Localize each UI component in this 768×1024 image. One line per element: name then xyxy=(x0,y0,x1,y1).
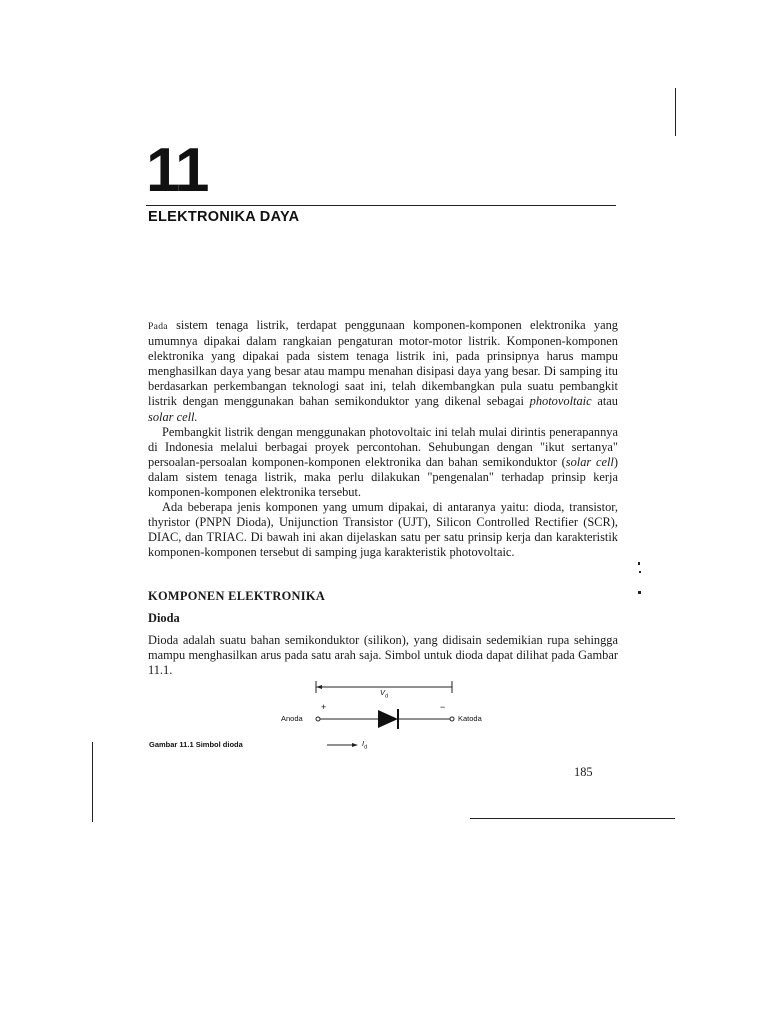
current-label xyxy=(362,739,367,751)
italic-term: solar cell xyxy=(565,454,614,469)
margin-speck xyxy=(639,571,641,573)
intro-paragraph-2 xyxy=(148,425,618,500)
margin-speck xyxy=(638,562,640,565)
chapter-rule xyxy=(146,205,616,206)
italic-term: solar cell. xyxy=(148,409,198,424)
cathode-label: Katoda xyxy=(458,714,482,723)
cathode-terminal xyxy=(450,717,454,721)
italic-term: photovoltaic xyxy=(529,394,592,409)
anode-label: Anoda xyxy=(281,714,303,723)
intro-paragraph-1 xyxy=(148,318,618,425)
bottom-rule xyxy=(470,818,675,819)
current-subscript: d xyxy=(364,744,368,751)
page-number: 185 xyxy=(574,765,593,779)
voltage-arrow-head xyxy=(316,685,322,689)
section-heading: KOMPONEN ELEKTRONIKA xyxy=(148,589,326,603)
paragraph-text: sistem tenaga listrik, terdapat penggunaan komponen-komponen elektronika yang umumnya dipakai dalam rangkaian pengaturan motor-motor listrik. Komponen-komponen elektronika yang dipakai pada sistem tenaga listrik ini, pada prinsipnya harus mampu menghasilkan daya yang besar atau mampu menahan disipasi daya yang besar. Di samping itu berdasarkan perkembangan teknologi saat ini, telah dikembangkan pula suatu pembangkit listrik dengan menggunakan bahan semikonduktor yang dikenal sebagai xyxy=(148,318,618,409)
margin-speck xyxy=(638,591,641,594)
minus-sign: − xyxy=(440,702,446,712)
figure-caption: Gambar 11.1 Simbol dioda xyxy=(149,740,243,749)
drop-word: Pada xyxy=(148,321,168,332)
current-arrow-head xyxy=(352,743,358,747)
current-symbol: I xyxy=(362,739,365,748)
paragraph-text: ) dalam sistem tenaga listrik, maka perlu dilakukan "pengenalan" terhadap prinsip kerja komponen-komponen elektronika tersebut. xyxy=(148,454,618,500)
paragraph-text: atau xyxy=(591,394,618,409)
margin-line-left xyxy=(92,742,93,822)
paragraph-text: Dioda adalah suatu bahan semikonduktor (silikon), yang didisain sedemikian rupa sehingga mampu menghasilkan arus pada satu arah saja. Simbol untuk dioda dapat dilihat pada Gambar 11.1. xyxy=(148,633,618,678)
plus-sign: + xyxy=(321,702,327,712)
chapter-title: ELEKTRONIKA DAYA xyxy=(148,209,300,225)
diode-triangle xyxy=(378,710,398,728)
dioda-paragraph xyxy=(148,633,618,678)
intro-text xyxy=(148,318,618,561)
voltage-symbol: V xyxy=(380,688,386,697)
voltage-subscript: d xyxy=(385,693,389,700)
intro-paragraph-3: Ada beberapa jenis komponen yang umum dipakai, di antaranya yaitu: dioda, transistor, thyristor (PNPN Dioda), Unijunction Transistor (UJT), Silicon Controlled Rectifier (SCR), DIAC, dan TRIAC. Di bawah ini akan dijelaskan satu per satu prinsip kerja dan karakteristik komponen-komponen tersebut di samping juga karakteristik photovoltaic. xyxy=(148,500,618,560)
paragraph-text: Pembangkit listrik dengan menggunakan photovoltaic ini telah mulai dirintis penerapannya di Indonesia melalui berbagai proyek percontohan. Sehubungan dengan "ikut sertanya" persoalan-persoalan komponen-komponen elektronika dan bahan semikonduktor ( xyxy=(148,424,618,469)
margin-line-right xyxy=(675,88,676,136)
subsection-heading: Dioda xyxy=(148,611,180,625)
anode-terminal xyxy=(316,717,320,721)
chapter-number: 11 xyxy=(146,136,208,205)
voltage-label xyxy=(380,688,388,700)
